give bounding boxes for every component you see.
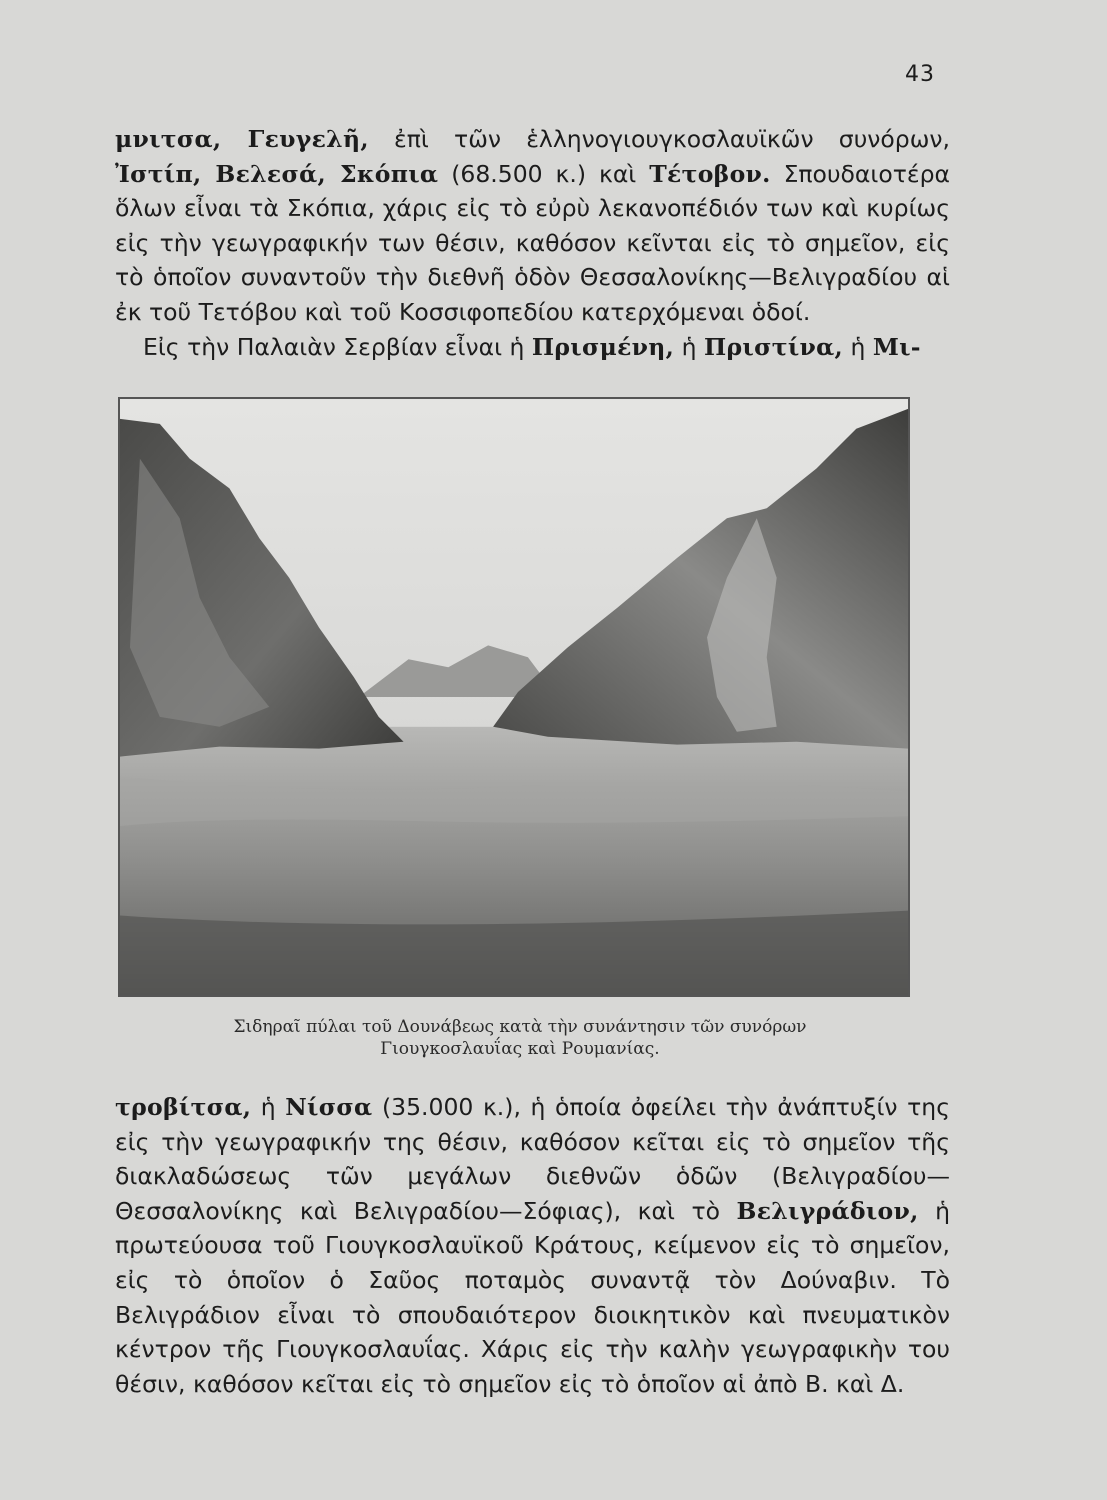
- place-name-pristina: Πριστίνα,: [704, 332, 843, 361]
- caption-line-2: Γιουγκοσλαυΐας καὶ Ρουμανίας.: [380, 1039, 660, 1059]
- paragraph-skopje: [115, 122, 950, 330]
- place-name-prizren: Πρισμένη,: [531, 332, 675, 361]
- danube-iron-gates-photo: [118, 397, 910, 997]
- page-number: 43: [905, 62, 935, 87]
- text-run: (68.500 κ.) καὶ: [438, 159, 650, 188]
- paragraph-nis-belgrade: [115, 1090, 950, 1401]
- place-name-mitrovica-end: τροβίτσα,: [115, 1093, 252, 1121]
- text-run: ἐπὶ τῶν ἑλληνογιουγκοσλαυϊκῶν συνόρων,: [368, 125, 950, 153]
- text-run: ἡ: [251, 1093, 286, 1121]
- text-run: ἡ: [842, 332, 873, 361]
- place-name-tetovo: Τέτοβον.: [649, 159, 771, 188]
- gorge-illustration: [120, 399, 908, 995]
- figure-caption: [140, 1016, 900, 1060]
- bottom-text-block: [115, 1090, 950, 1401]
- place-names-bold-2: Ἰστίπ, Βελεσά, Σκόπια: [115, 159, 439, 188]
- text-run: Σπουδαιοτέρα ὅλων εἶναι τὰ Σκόπια, χάρις εἰς τὸ εὐρὺ λεκανοπέδιόν των καὶ κυρίως εἰς τὴν γεωγραφικήν των θέσιν, καθόσον κεῖνται εἰς τὸ σημεῖον, εἰς τὸ ὁποῖον συναντοῦν τὴν διεθνῆ ὁδὸν Θεσσαλονίκης—Βελιγραδίου αἱ ἐκ τοῦ Τετόβου καὶ τοῦ Κοσσιφοπεδίου κατερχόμεναι ὁδοί.: [115, 159, 950, 326]
- paragraph-old-serbia: [115, 330, 950, 365]
- text-run: Εἰς τὴν Παλαιὰν Σερβίαν εἶναι ἡ: [143, 332, 532, 361]
- place-name-mitrovica-start: Μι-: [872, 332, 921, 361]
- text-run: ἡ πρωτεύουσα τοῦ Γιουγκοσλαυϊκοῦ Κράτους, κείμενον εἰς τὸ σημεῖον, εἰς τὸ ὁποῖον ὁ Σαῦος ποταμὸς συναντᾷ τὸν Δούναβιν. Τὸ Βελιγράδιον εἶναι τὸ σπουδαιότερον διοικητικὸν καὶ πνευματικὸν κέντρον τῆς Γιουγκοσλαυΐας. Χάρις εἰς τὴν καλὴν γεωγραφικὴν του θέσιν, καθόσον κεῖται εἰς τὸ σημεῖον εἰς τὸ ὁποῖον αἱ ἀπὸ Β. καὶ Δ.: [115, 1196, 950, 1398]
- caption-line-1: Σιδηραῖ πύλαι τοῦ Δουνάβεως κατὰ τὴν συνάντησιν τῶν συνόρων: [233, 1017, 807, 1037]
- place-name-nis: Νίσσα: [285, 1093, 373, 1121]
- place-name-belgrade: Βελιγράδιον,: [736, 1196, 919, 1225]
- top-text-block: [115, 122, 950, 364]
- place-names-bold-1: μνιτσα, Γευγελῆ,: [115, 125, 369, 153]
- text-run: (35.000 κ.), ἡ ὁποία ὀφείλει τὴν ἀνάπτυξίν της εἰς τὴν γεωγραφικήν της θέσιν, καθόσον κεῖται εἰς τὸ σημεῖον τῆς διακλαδώσεως τῶν μεγάλων διεθνῶν ὁδῶν (Βελιγραδίου—Θεσσαλονίκης καὶ Βελιγραδίου—Σόφιας), καὶ τὸ: [115, 1093, 950, 1225]
- text-run: ἡ: [674, 332, 704, 361]
